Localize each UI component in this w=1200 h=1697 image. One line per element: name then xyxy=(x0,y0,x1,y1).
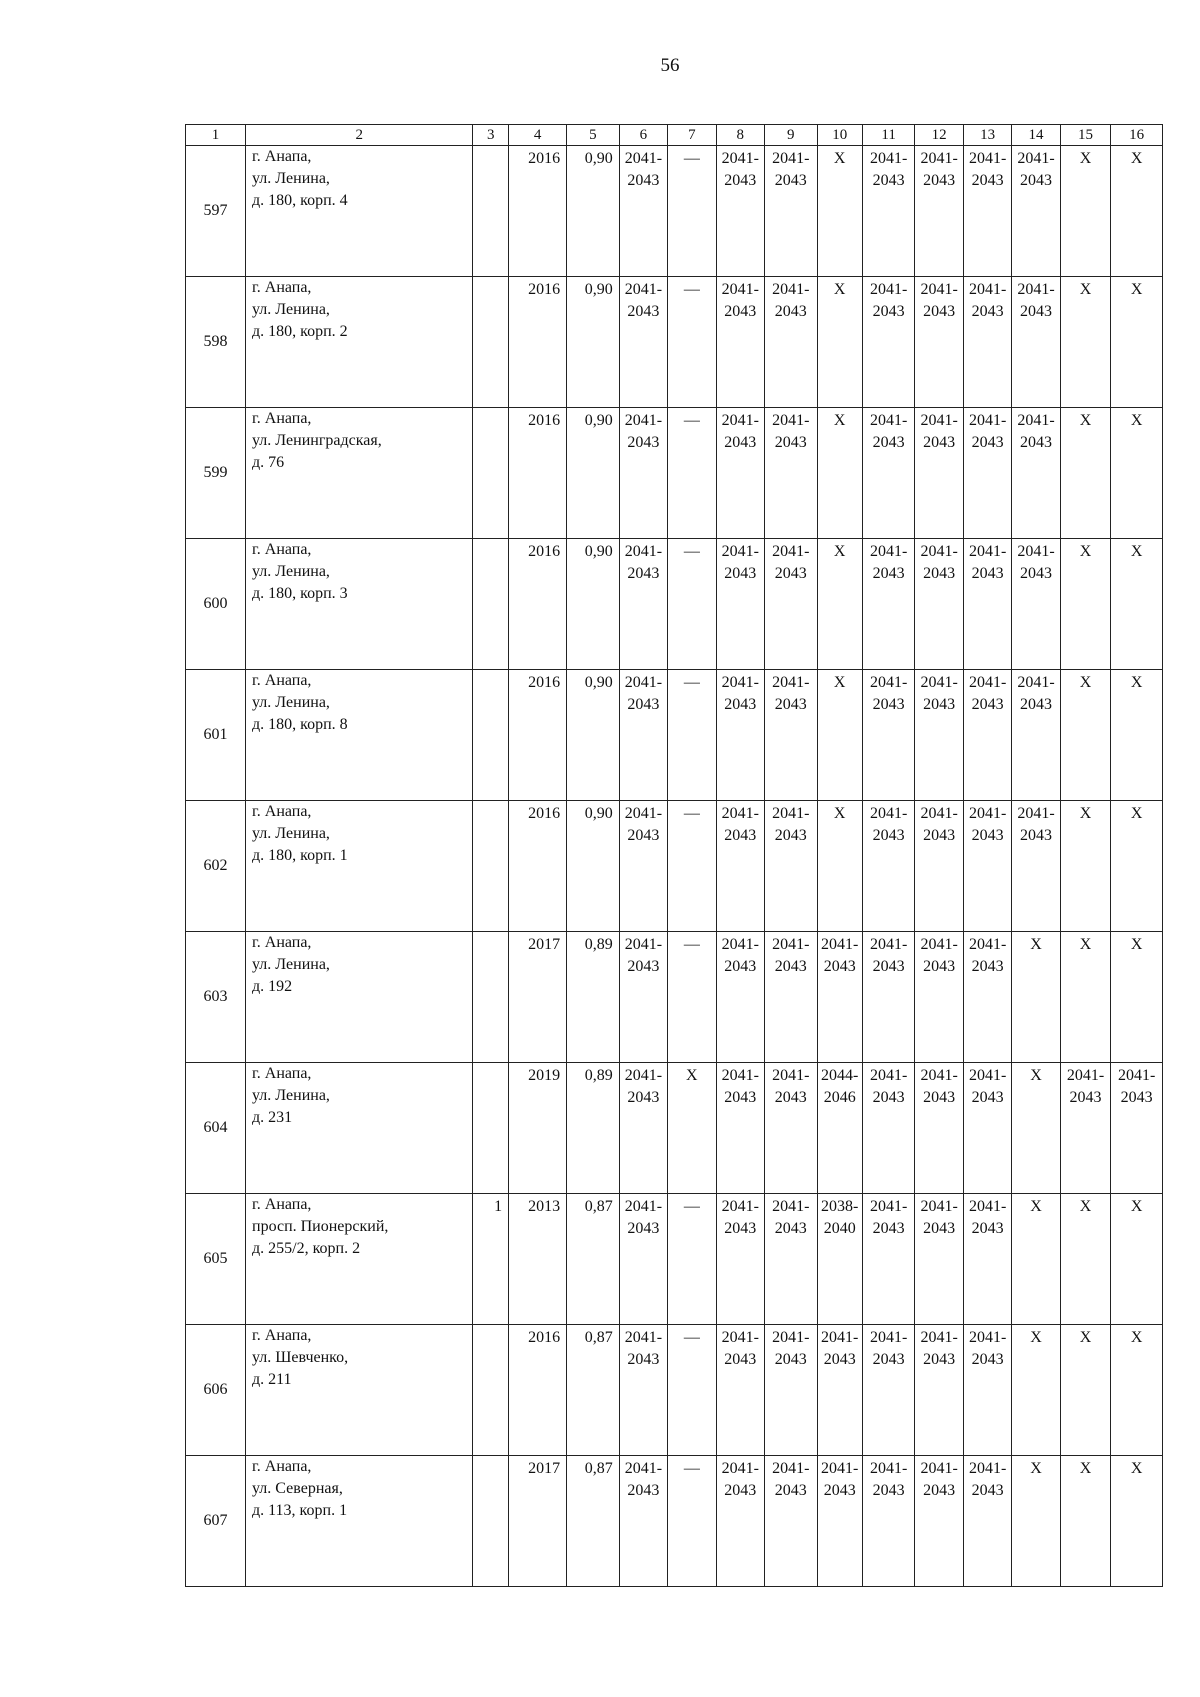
cell-col-7: — xyxy=(668,146,716,277)
cell-col-15: X xyxy=(1060,146,1111,277)
cell-col-4: 2016 xyxy=(509,146,567,277)
cell-col-4: 2016 xyxy=(509,277,567,408)
cell-col-6: 2041- 2043 xyxy=(619,670,667,801)
cell-col-11: 2041- 2043 xyxy=(862,932,915,1063)
cell-col-14: 2041- 2043 xyxy=(1012,801,1060,932)
table-row xyxy=(186,539,1163,670)
cell-col-12: 2041- 2043 xyxy=(915,801,963,932)
table-row xyxy=(186,1063,1163,1194)
cell-col-4: 2016 xyxy=(509,801,567,932)
cell-col-10: X xyxy=(817,408,862,539)
cell-col-3 xyxy=(473,801,509,932)
cell-col-16: 2041- 2043 xyxy=(1111,1063,1163,1194)
cell-col-13: 2041- 2043 xyxy=(963,1456,1011,1587)
row-number: 604 xyxy=(186,1063,246,1194)
cell-col-16: X xyxy=(1111,1456,1163,1587)
cell-col-4: 2017 xyxy=(509,1456,567,1587)
cell-col-6: 2041- 2043 xyxy=(619,539,667,670)
row-number: 601 xyxy=(186,670,246,801)
cell-col-12: 2041- 2043 xyxy=(915,932,963,1063)
cell-col-7: — xyxy=(668,1194,716,1325)
address-cell: г. Анапа, ул. Ленина, д. 231 xyxy=(246,1063,473,1194)
column-header: 5 xyxy=(567,125,620,146)
cell-col-10: 2041- 2043 xyxy=(817,932,862,1063)
row-number: 602 xyxy=(186,801,246,932)
cell-col-3: 1 xyxy=(473,1194,509,1325)
cell-col-13: 2041- 2043 xyxy=(963,1063,1011,1194)
cell-col-5: 0,87 xyxy=(567,1456,620,1587)
cell-col-16: X xyxy=(1111,1194,1163,1325)
address-cell: г. Анапа, ул. Ленинградская, д. 76 xyxy=(246,408,473,539)
cell-col-9: 2041- 2043 xyxy=(764,670,817,801)
cell-col-16: X xyxy=(1111,1325,1163,1456)
cell-col-5: 0,90 xyxy=(567,277,620,408)
cell-col-11: 2041- 2043 xyxy=(862,1063,915,1194)
cell-col-16: X xyxy=(1111,932,1163,1063)
column-header: 2 xyxy=(246,125,473,146)
cell-col-16: X xyxy=(1111,277,1163,408)
cell-col-8: 2041- 2043 xyxy=(716,277,764,408)
cell-col-11: 2041- 2043 xyxy=(862,1325,915,1456)
cell-col-12: 2041- 2043 xyxy=(915,1325,963,1456)
cell-col-4: 2017 xyxy=(509,932,567,1063)
address-cell: г. Анапа, ул. Северная, д. 113, корп. 1 xyxy=(246,1456,473,1587)
row-number: 605 xyxy=(186,1194,246,1325)
cell-col-8: 2041- 2043 xyxy=(716,408,764,539)
cell-col-7: X xyxy=(668,1063,716,1194)
cell-col-14: 2041- 2043 xyxy=(1012,146,1060,277)
cell-col-3 xyxy=(473,1325,509,1456)
cell-col-12: 2041- 2043 xyxy=(915,1456,963,1587)
cell-col-11: 2041- 2043 xyxy=(862,670,915,801)
cell-col-12: 2041- 2043 xyxy=(915,1194,963,1325)
cell-col-7: — xyxy=(668,1456,716,1587)
row-number: 607 xyxy=(186,1456,246,1587)
cell-col-13: 2041- 2043 xyxy=(963,801,1011,932)
cell-col-7: — xyxy=(668,408,716,539)
column-header: 10 xyxy=(817,125,862,146)
cell-col-16: X xyxy=(1111,408,1163,539)
cell-col-15: X xyxy=(1060,670,1111,801)
table-row xyxy=(186,932,1163,1063)
cell-col-5: 0,90 xyxy=(567,539,620,670)
cell-col-5: 0,90 xyxy=(567,801,620,932)
cell-col-10: X xyxy=(817,539,862,670)
cell-col-6: 2041- 2043 xyxy=(619,1063,667,1194)
cell-col-15: X xyxy=(1060,932,1111,1063)
cell-col-3 xyxy=(473,1456,509,1587)
cell-col-5: 0,90 xyxy=(567,670,620,801)
cell-col-9: 2041- 2043 xyxy=(764,1456,817,1587)
cell-col-15: X xyxy=(1060,801,1111,932)
cell-col-9: 2041- 2043 xyxy=(764,408,817,539)
cell-col-12: 2041- 2043 xyxy=(915,408,963,539)
row-number: 606 xyxy=(186,1325,246,1456)
cell-col-8: 2041- 2043 xyxy=(716,1456,764,1587)
cell-col-13: 2041- 2043 xyxy=(963,1325,1011,1456)
cell-col-6: 2041- 2043 xyxy=(619,408,667,539)
address-cell: г. Анапа, ул. Ленина, д. 192 xyxy=(246,932,473,1063)
cell-col-12: 2041- 2043 xyxy=(915,670,963,801)
address-cell: г. Анапа, ул. Шевченко, д. 211 xyxy=(246,1325,473,1456)
cell-col-11: 2041- 2043 xyxy=(862,146,915,277)
cell-col-7: — xyxy=(668,539,716,670)
row-number: 598 xyxy=(186,277,246,408)
cell-col-14: X xyxy=(1012,932,1060,1063)
cell-col-10: 2041- 2043 xyxy=(817,1325,862,1456)
cell-col-12: 2041- 2043 xyxy=(915,277,963,408)
cell-col-14: 2041- 2043 xyxy=(1012,408,1060,539)
cell-col-12: 2041- 2043 xyxy=(915,1063,963,1194)
cell-col-9: 2041- 2043 xyxy=(764,1194,817,1325)
cell-col-9: 2041- 2043 xyxy=(764,932,817,1063)
cell-col-5: 0,90 xyxy=(567,408,620,539)
cell-col-9: 2041- 2043 xyxy=(764,277,817,408)
row-number: 603 xyxy=(186,932,246,1063)
cell-col-11: 2041- 2043 xyxy=(862,539,915,670)
cell-col-4: 2016 xyxy=(509,1325,567,1456)
cell-col-3 xyxy=(473,408,509,539)
cell-col-6: 2041- 2043 xyxy=(619,1325,667,1456)
cell-col-7: — xyxy=(668,277,716,408)
cell-col-3 xyxy=(473,670,509,801)
cell-col-8: 2041- 2043 xyxy=(716,932,764,1063)
table-row xyxy=(186,277,1163,408)
cell-col-15: X xyxy=(1060,1194,1111,1325)
cell-col-8: 2041- 2043 xyxy=(716,1325,764,1456)
table-row xyxy=(186,146,1163,277)
cell-col-16: X xyxy=(1111,670,1163,801)
column-header: 14 xyxy=(1012,125,1060,146)
cell-col-7: — xyxy=(668,801,716,932)
column-header: 9 xyxy=(764,125,817,146)
cell-col-3 xyxy=(473,146,509,277)
cell-col-16: X xyxy=(1111,801,1163,932)
cell-col-7: — xyxy=(668,932,716,1063)
cell-col-14: 2041- 2043 xyxy=(1012,277,1060,408)
address-cell: г. Анапа, ул. Ленина, д. 180, корп. 8 xyxy=(246,670,473,801)
cell-col-16: X xyxy=(1111,539,1163,670)
column-header: 15 xyxy=(1060,125,1111,146)
column-header: 3 xyxy=(473,125,509,146)
cell-col-8: 2041- 2043 xyxy=(716,670,764,801)
column-header: 12 xyxy=(915,125,963,146)
cell-col-5: 0,87 xyxy=(567,1325,620,1456)
column-header: 6 xyxy=(619,125,667,146)
cell-col-9: 2041- 2043 xyxy=(764,146,817,277)
cell-col-9: 2041- 2043 xyxy=(764,801,817,932)
page-number: 56 xyxy=(660,55,680,76)
table-row xyxy=(186,408,1163,539)
cell-col-14: X xyxy=(1012,1063,1060,1194)
cell-col-13: 2041- 2043 xyxy=(963,146,1011,277)
column-header: 8 xyxy=(716,125,764,146)
column-header: 13 xyxy=(963,125,1011,146)
cell-col-13: 2041- 2043 xyxy=(963,539,1011,670)
cell-col-9: 2041- 2043 xyxy=(764,539,817,670)
cell-col-4: 2016 xyxy=(509,670,567,801)
cell-col-6: 2041- 2043 xyxy=(619,1194,667,1325)
address-cell: г. Анапа, ул. Ленина, д. 180, корп. 4 xyxy=(246,146,473,277)
cell-col-15: X xyxy=(1060,1325,1111,1456)
table-row xyxy=(186,801,1163,932)
column-header: 7 xyxy=(668,125,716,146)
cell-col-13: 2041- 2043 xyxy=(963,1194,1011,1325)
address-cell: г. Анапа, ул. Ленина, д. 180, корп. 2 xyxy=(246,277,473,408)
cell-col-12: 2041- 2043 xyxy=(915,146,963,277)
table-row xyxy=(186,670,1163,801)
cell-col-11: 2041- 2043 xyxy=(862,1194,915,1325)
cell-col-11: 2041- 2043 xyxy=(862,277,915,408)
cell-col-15: X xyxy=(1060,408,1111,539)
address-cell: г. Анапа, ул. Ленина, д. 180, корп. 3 xyxy=(246,539,473,670)
cell-col-10: X xyxy=(817,801,862,932)
cell-col-11: 2041- 2043 xyxy=(862,801,915,932)
cell-col-13: 2041- 2043 xyxy=(963,932,1011,1063)
cell-col-13: 2041- 2043 xyxy=(963,277,1011,408)
cell-col-13: 2041- 2043 xyxy=(963,408,1011,539)
cell-col-10: X xyxy=(817,277,862,408)
cell-col-14: 2041- 2043 xyxy=(1012,670,1060,801)
cell-col-4: 2016 xyxy=(509,408,567,539)
cell-col-10: X xyxy=(817,670,862,801)
cell-col-4: 2019 xyxy=(509,1063,567,1194)
cell-col-9: 2041- 2043 xyxy=(764,1063,817,1194)
cell-col-11: 2041- 2043 xyxy=(862,408,915,539)
address-cell: г. Анапа, просп. Пионерский, д. 255/2, корп. 2 xyxy=(246,1194,473,1325)
cell-col-14: X xyxy=(1012,1456,1060,1587)
cell-col-7: — xyxy=(668,670,716,801)
cell-col-8: 2041- 2043 xyxy=(716,1194,764,1325)
cell-col-5: 0,89 xyxy=(567,1063,620,1194)
cell-col-15: X xyxy=(1060,1456,1111,1587)
table-row xyxy=(186,1194,1163,1325)
row-number: 597 xyxy=(186,146,246,277)
cell-col-8: 2041- 2043 xyxy=(716,1063,764,1194)
cell-col-4: 2016 xyxy=(509,539,567,670)
cell-col-3 xyxy=(473,277,509,408)
cell-col-14: X xyxy=(1012,1194,1060,1325)
column-header: 16 xyxy=(1111,125,1163,146)
cell-col-15: X xyxy=(1060,277,1111,408)
cell-col-6: 2041- 2043 xyxy=(619,146,667,277)
cell-col-4: 2013 xyxy=(509,1194,567,1325)
cell-col-15: 2041- 2043 xyxy=(1060,1063,1111,1194)
cell-col-9: 2041- 2043 xyxy=(764,1325,817,1456)
cell-col-11: 2041- 2043 xyxy=(862,1456,915,1587)
cell-col-6: 2041- 2043 xyxy=(619,932,667,1063)
cell-col-12: 2041- 2043 xyxy=(915,539,963,670)
register-table xyxy=(185,124,1163,1587)
cell-col-5: 0,90 xyxy=(567,146,620,277)
cell-col-14: 2041- 2043 xyxy=(1012,539,1060,670)
cell-col-7: — xyxy=(668,1325,716,1456)
column-header: 4 xyxy=(509,125,567,146)
cell-col-3 xyxy=(473,539,509,670)
address-cell: г. Анапа, ул. Ленина, д. 180, корп. 1 xyxy=(246,801,473,932)
cell-col-3 xyxy=(473,932,509,1063)
column-header: 11 xyxy=(862,125,915,146)
cell-col-8: 2041- 2043 xyxy=(716,801,764,932)
cell-col-15: X xyxy=(1060,539,1111,670)
cell-col-13: 2041- 2043 xyxy=(963,670,1011,801)
cell-col-8: 2041- 2043 xyxy=(716,539,764,670)
cell-col-6: 2041- 2043 xyxy=(619,277,667,408)
cell-col-6: 2041- 2043 xyxy=(619,1456,667,1587)
cell-col-10: X xyxy=(817,146,862,277)
column-number-row xyxy=(186,125,1163,146)
cell-col-10: 2038- 2040 xyxy=(817,1194,862,1325)
cell-col-3 xyxy=(473,1063,509,1194)
cell-col-5: 0,87 xyxy=(567,1194,620,1325)
row-number: 600 xyxy=(186,539,246,670)
column-header: 1 xyxy=(186,125,246,146)
table-row xyxy=(186,1456,1163,1587)
cell-col-5: 0,89 xyxy=(567,932,620,1063)
cell-col-10: 2044- 2046 xyxy=(817,1063,862,1194)
cell-col-14: X xyxy=(1012,1325,1060,1456)
cell-col-10: 2041- 2043 xyxy=(817,1456,862,1587)
cell-col-16: X xyxy=(1111,146,1163,277)
cell-col-6: 2041- 2043 xyxy=(619,801,667,932)
table-row xyxy=(186,1325,1163,1456)
cell-col-8: 2041- 2043 xyxy=(716,146,764,277)
row-number: 599 xyxy=(186,408,246,539)
